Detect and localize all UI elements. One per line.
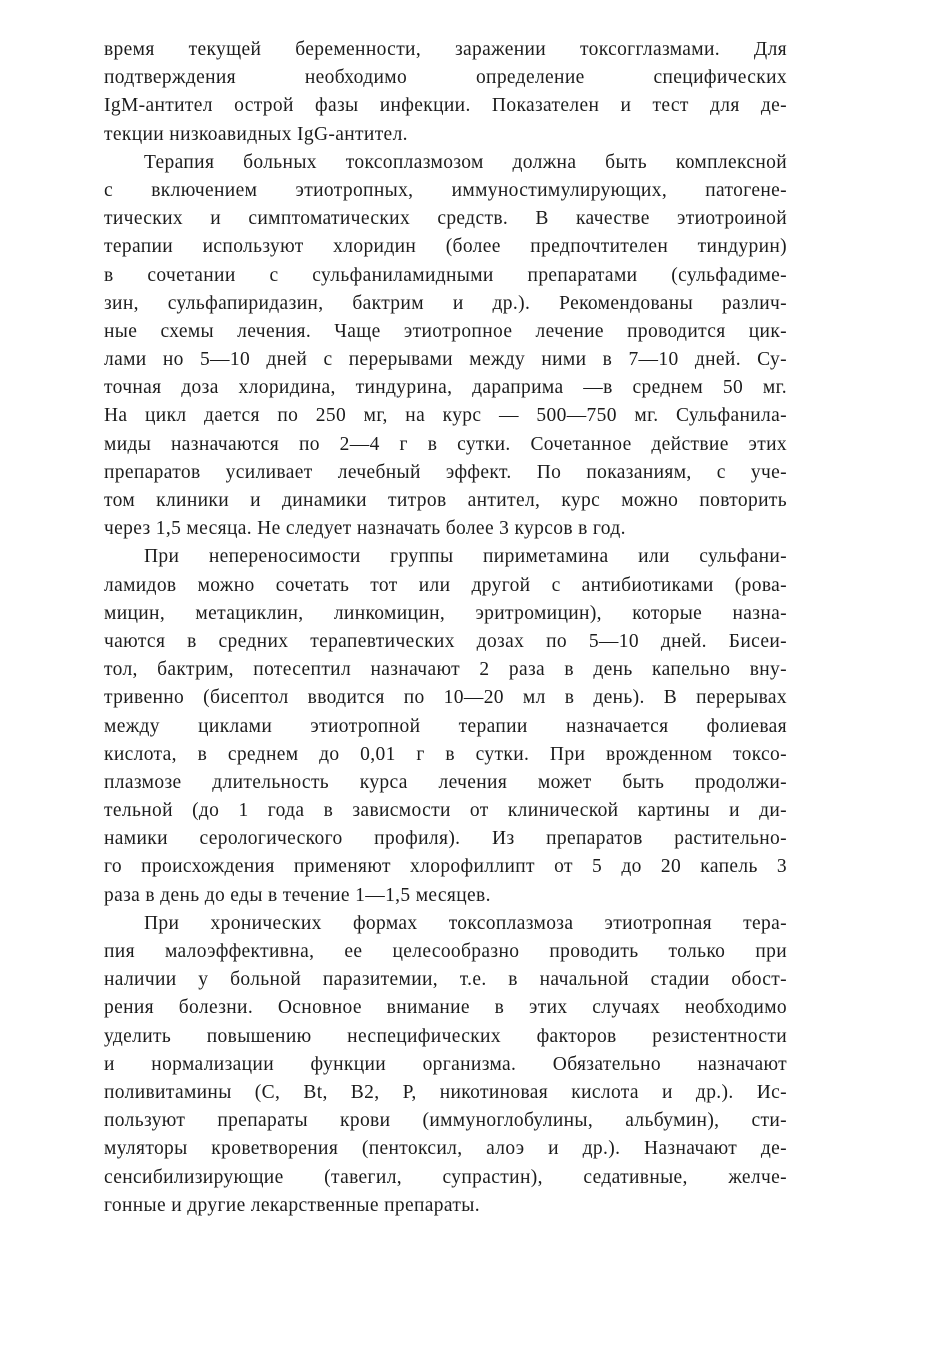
paragraph-1 [104, 36, 787, 149]
text-line: наличии у больной паразитемии, т.е. в начальной стадии обост- [104, 969, 787, 991]
text-line: ные схемы лечения. Чаще этиотропное лечение проводится цик- [104, 320, 787, 342]
text-line: препаратов усиливает лечебный эффект. По показаниям, с уче- [104, 461, 787, 483]
text-line: тривенно (бисептол вводится по 10—20 мл в день). В перерывах [104, 687, 787, 709]
text-line: время текущей беременности, заражении токсогглазмами. Для [104, 39, 787, 60]
text-line: мицин, метациклин, линкомицин, эритромицин), которые назна- [104, 602, 787, 624]
text-line: зин, сульфапиридазин, бактрим и др.). Рекомендованы различ- [104, 292, 787, 314]
text-line: точная доза хлоридина, тиндурина, дараприма —в среднем 50 мг. [104, 377, 787, 399]
text-line: пользуют препараты крови (иммуноглобулины, альбумин), сти- [104, 1110, 787, 1132]
text-line: в сочетании с сульфаниламидными препаратами (сульфадиме- [104, 264, 787, 286]
text-line: поливитамины (С, Bt, В2, Р, никотиновая кислота и др.). Ис- [104, 1081, 787, 1103]
text-line: том клиники и динамики титров антител, курс можно повторить [104, 490, 787, 511]
text-line: тельной (до 1 года в зависмости от клинической картины и ди- [104, 800, 787, 822]
text-line: тических и симптоматических средств. В качестве этиотроиной [104, 208, 787, 230]
text-line: При непереносимости группы пириметамина или сульфани- [144, 546, 787, 568]
text-line: раза в день до еды в течение 1—1,5 месяцев. [104, 884, 491, 906]
text-line: тол, бактрим, потесептил назначают 2 раза в день капельно вну- [104, 659, 787, 681]
text-line: сенсибилизирующие (тавегил, супрастин), седативные, желче- [104, 1166, 787, 1188]
text-line: пия малоэффективна, ее целесообразно проводить только при [104, 941, 787, 962]
text-line: между циклами этиотропной терапии назначается фолиевая [104, 715, 787, 737]
paragraph-3 [104, 543, 787, 909]
document-page [104, 36, 787, 1220]
text-line: На цикл дается по 250 мг, на курс — 500—750 мг. Сульфанила- [104, 405, 787, 427]
paragraph-2 [104, 149, 787, 544]
text-line: намики серологического профиля). Из препаратов растительно- [104, 828, 787, 850]
text-line: ламидов можно сочетать тот или другой с антибиотиками (рова- [104, 574, 787, 596]
text-line: чаются в средних терапевтических дозах по 5—10 дней. Бисеи- [104, 630, 787, 652]
text-line: го происхождения применяют хлорофиллипт от 5 до 20 капель 3 [104, 856, 787, 878]
text-line: лами но 5—10 дней с перерывами между ними в 7—10 дней. Су- [104, 349, 787, 371]
text-line: При хронических формах токсоплазмоза этиотропная тера- [144, 912, 787, 934]
text-line: миды назначаются по 2—4 г в сутки. Сочетанное действие этих [104, 433, 787, 455]
text-line: подтверждения необходимо определение специфических [104, 67, 787, 89]
text-line: терапии используют хлоридин (более предпочтителен тиндурин) [104, 236, 787, 258]
text-line: плазмозе длительность курса лечения может быть продолжи- [104, 771, 787, 793]
text-line: и нормализации функции организма. Обязательно назначают [104, 1053, 787, 1075]
text-line: кислота, в среднем до 0,01 г в сутки. При врожденном токсо- [104, 743, 787, 765]
text-line: рения болезни. Основное внимание в этих случаях необходимо [104, 997, 787, 1019]
text-line: гонные и другие лекарственные препараты. [104, 1194, 480, 1216]
text-line: IgM-антител острой фазы инфекции. Показателен и тест для де- [104, 95, 787, 117]
text-line: уделить повышению неспецифических факторов резистентности [104, 1025, 787, 1047]
text-line: Терапия больных токсоплазмозом должна быть комплексной [144, 151, 787, 173]
text-line: через 1,5 месяца. Не следует назначать более 3 курсов в год. [104, 518, 626, 540]
text-line: муляторы кроветворения (пентоксил, алоэ и др.). Назначают де- [104, 1138, 787, 1160]
text-line: текции низкоавидных IgG-антител. [104, 123, 408, 145]
paragraph-4 [104, 910, 787, 1220]
text-line: с включением этиотропных, иммуностимулирующих, патогене- [104, 179, 787, 201]
